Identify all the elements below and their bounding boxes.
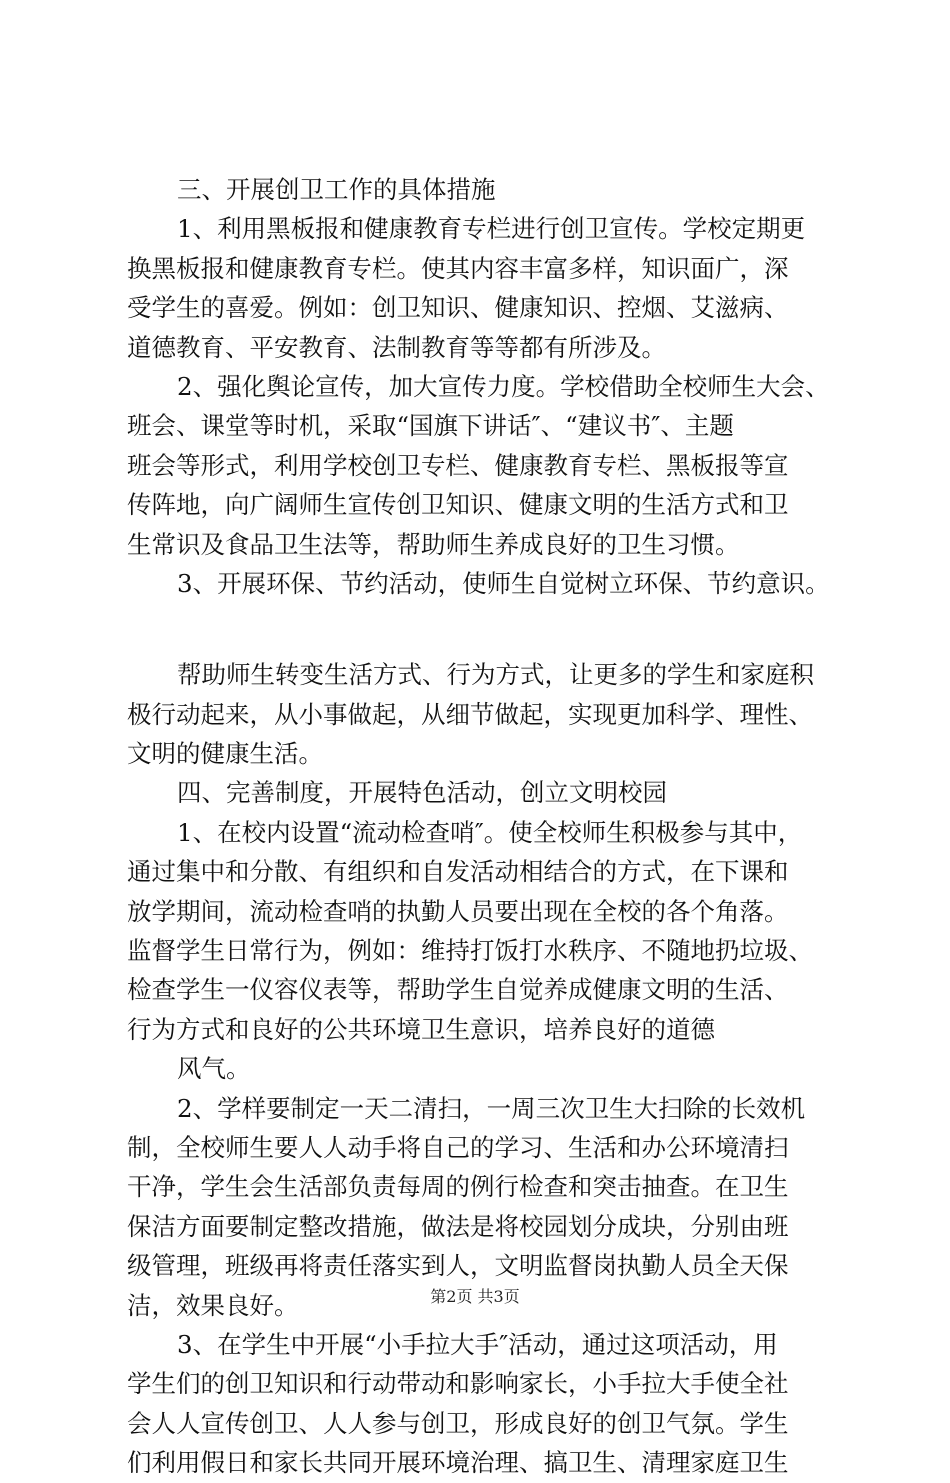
text-line: 3、开展环保、节约活动，使师生自觉树立环保、节约意识。	[177, 568, 830, 598]
text-line: 行为方式和良好的公共环境卫生意识，培养良好的道德	[127, 1014, 715, 1044]
text-line: 检查学生一仪容仪表等，帮助学生自觉养成健康文明的生活、	[127, 975, 789, 1005]
text-line: 风气。	[177, 1054, 251, 1084]
text-line: 2、学样要制定一天二清扫，一周三次卫生大扫除的长效机	[177, 1093, 806, 1123]
text-line: 学生们的创卫知识和行动带动和影响家长，小手拉大手使全社	[127, 1369, 789, 1399]
text-line: 2、强化舆论宣传，加大宣传力度。学校借助全校师生大会、	[177, 371, 830, 401]
text-line: 换黑板报和健康教育专栏。使其内容丰富多样，知识面广，深	[127, 253, 789, 283]
paragraph-gap	[127, 603, 862, 655]
text-line: 传阵地，向广阔师生宣传创卫知识、健康文明的生活方式和卫	[127, 490, 789, 520]
text-line: 洁，效果良好。	[127, 1290, 299, 1320]
text-line: 干净，学生会生活部负责每周的例行检查和突击抽查。在卫生	[127, 1172, 789, 1202]
text-block-section-3	[127, 170, 862, 603]
text-line: 1、利用黑板报和健康教育专栏进行创卫宣传。学校定期更	[177, 214, 806, 244]
text-line: 保洁方面要制定整改措施，做法是将校园划分成块，分别由班	[127, 1211, 789, 1241]
text-line: 受学生的喜爱。例如：创卫知识、健康知识、控烟、艾滋病、	[127, 293, 789, 323]
text-line: 通过集中和分散、有组织和自发活动相结合的方式，在下课和	[127, 857, 789, 887]
text-line: 1、在校内设置“流动检查哨″。使全校师生积极参与其中，	[177, 817, 803, 847]
text-line: 班会、课堂等时机，采取“国旗下讲话″、“建议书″、主题	[127, 411, 734, 441]
text-line: 文明的健康生活。	[127, 739, 323, 769]
text-line: 会人人宣传创卫、人人参与创卫，形成良好的创卫气氛。学生	[127, 1408, 789, 1438]
text-line: 四、完善制度，开展特色活动，创立文明校园	[177, 778, 667, 808]
text-line: 级管理，班级再将责任落实到人，文明监督岗执勤人员全天保	[127, 1251, 789, 1281]
text-line: 们利用假日和家长共同开展环境治理、搞卫生、清理家庭卫生	[127, 1448, 789, 1478]
text-line: 三、开展创卫工作的具体措施	[177, 175, 496, 204]
text-line: 道德教育、平安教育、法制教育等等都有所涉及。	[127, 332, 666, 362]
text-line: 帮助师生转变生活方式、行为方式，让更多的学生和家庭积	[177, 660, 814, 690]
text-line: 监督学生日常行为，例如：维持打饭打水秩序、不随地扔垃圾、	[127, 936, 813, 966]
text-block-section-4	[127, 655, 862, 1482]
text-line: 极行动起来，从小事做起，从细节做起，实现更加科学、理性、	[127, 699, 813, 729]
text-line: 生常识及食品卫生法等，帮助师生养成良好的卫生习惯。	[127, 529, 740, 559]
text-line: 放学期间，流动检查哨的执勤人员要出现在全校的各个角落。	[127, 896, 789, 926]
page-footer: 第2页 共3页	[430, 1287, 520, 1306]
text-line: 3、在学生中开展“小手拉大手″活动，通过这项活动，用	[177, 1329, 778, 1359]
text-line: 班会等形式，利用学校创卫专栏、健康教育专栏、黑板报等宣	[127, 450, 789, 480]
text-line: 制，全校师生要人人动手将自己的学习、生活和办公环境清扫	[127, 1132, 789, 1162]
